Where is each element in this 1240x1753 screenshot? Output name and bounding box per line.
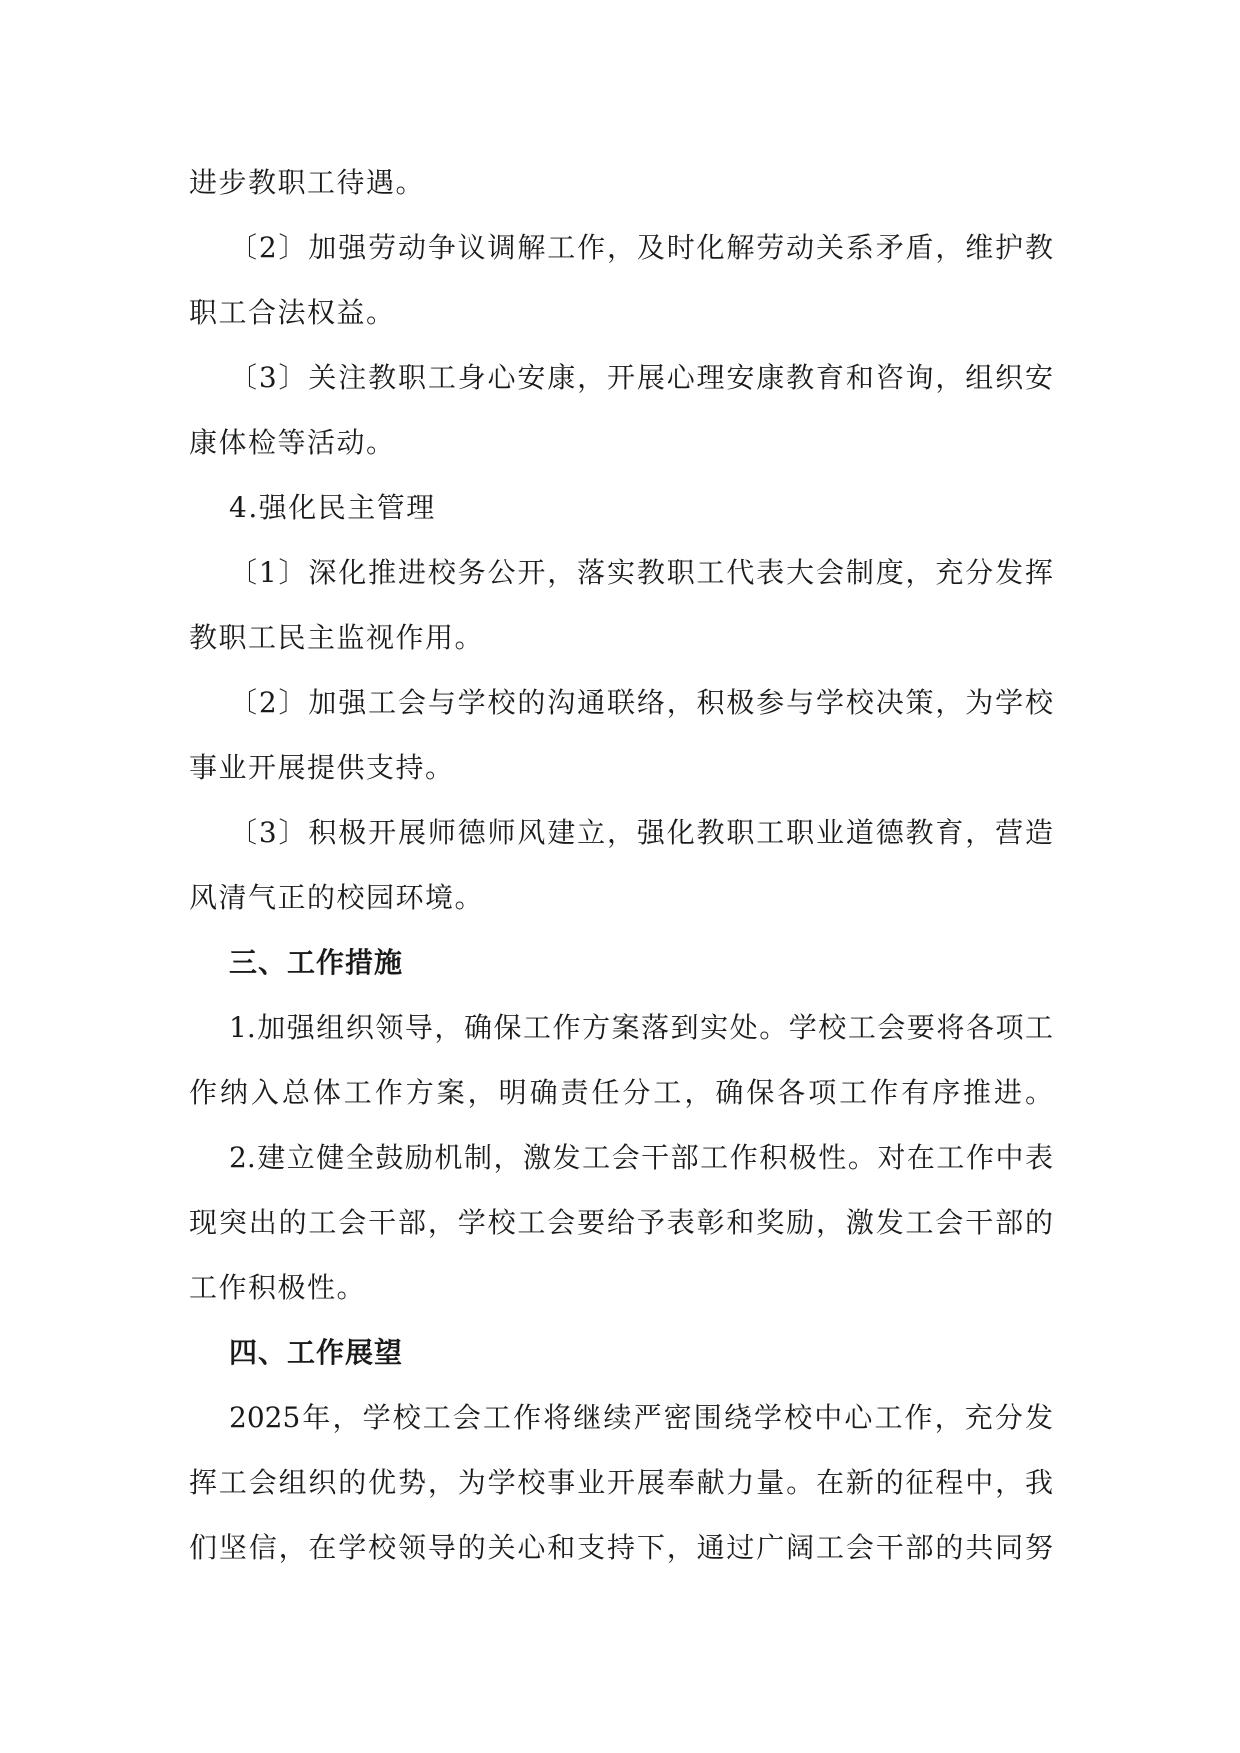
paragraph-line: 康体检等活动。 (189, 426, 396, 459)
paragraph-line: 教职工民主监视作用。 (189, 621, 485, 654)
paragraph-line: 们坚信，在学校领导的关心和支持下，通过广阔工会干部的共同努 (189, 1531, 1053, 1564)
paragraph-line: 现突出的工会干部，学校工会要给予表彰和奖励，激发工会干部的 (189, 1206, 1053, 1239)
paragraph-line: 〔1〕深化推进校务公开，落实教职工代表大会制度，充分发挥 (229, 556, 1053, 589)
paragraph-line: 挥工会组织的优势，为学校事业开展奉献力量。在新的征程中，我 (189, 1466, 1053, 1499)
paragraph-line: 2025年，学校工会工作将继续严密围绕学校中心工作，充分发 (229, 1401, 1053, 1434)
section-heading: 四、工作展望 (229, 1336, 404, 1369)
paragraph-line: 作纳入总体工作方案，明确责任分工，确保各项工作有序推进。 (189, 1076, 1053, 1109)
paragraph-line: 〔3〕积极开展师德师风建立，强化教职工职业道德教育，营造 (229, 816, 1053, 849)
paragraph-line: 〔2〕加强工会与学校的沟通联络，积极参与学校决策，为学校 (229, 686, 1053, 719)
paragraph-line: 风清气正的校园环境。 (189, 881, 485, 914)
paragraph-line: 1.加强组织领导，确保工作方案落到实处。学校工会要将各项工 (229, 1011, 1053, 1044)
paragraph-line: 〔3〕关注教职工身心安康，开展心理安康教育和咨询，组织安 (229, 361, 1053, 394)
paragraph-line: 〔2〕加强劳动争议调解工作，及时化解劳动关系矛盾，维护教 (229, 231, 1053, 264)
paragraph-line: 进步教职工待遇。 (189, 166, 426, 199)
section-heading: 三、工作措施 (229, 946, 404, 979)
paragraph-line: 职工合法权益。 (189, 296, 396, 329)
document-body (189, 150, 1053, 1580)
subsection-heading: 4.强化民主管理 (229, 491, 436, 524)
paragraph-line: 工作积极性。 (189, 1271, 367, 1304)
paragraph-line: 事业开展提供支持。 (189, 751, 455, 784)
paragraph-line: 2.建立健全鼓励机制，激发工会干部工作积极性。对在工作中表 (229, 1141, 1053, 1174)
